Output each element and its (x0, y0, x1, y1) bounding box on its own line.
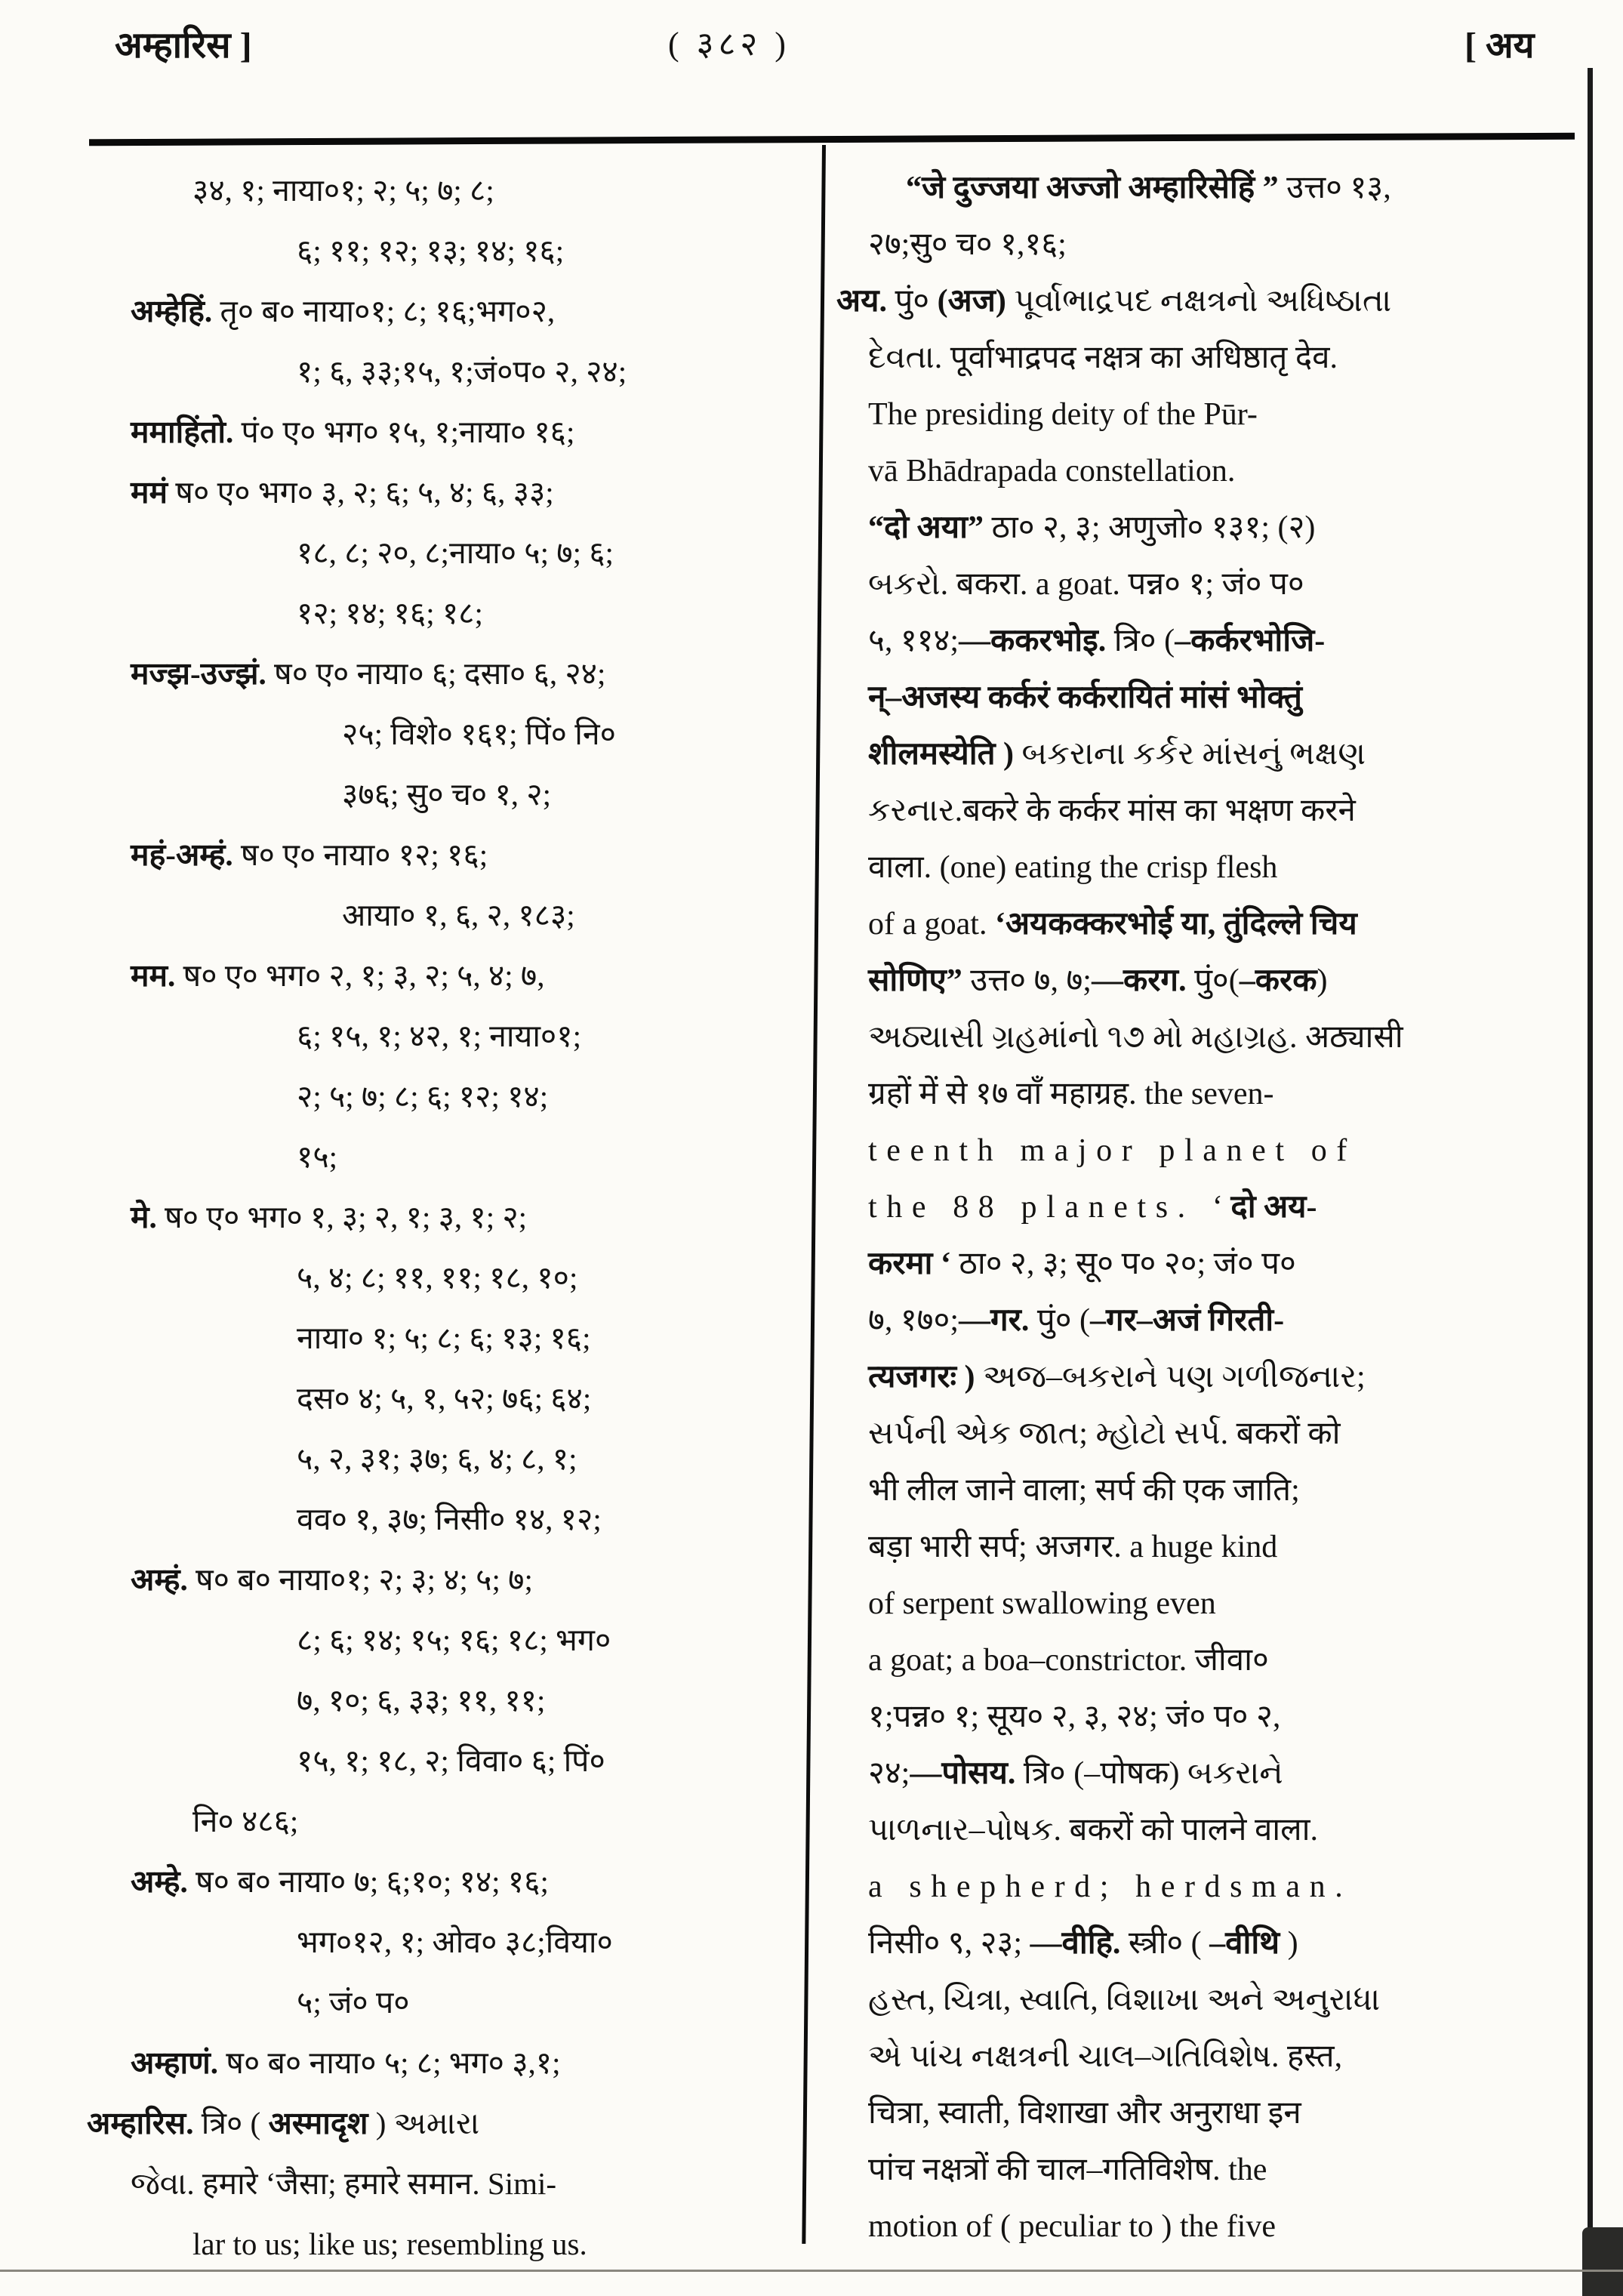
body-text: नि० ४८६; (192, 1804, 299, 1838)
body-text: वाला. (one) eating the crisp flesh (868, 850, 1278, 885)
dict-line (87, 341, 796, 402)
dict-line (836, 1576, 1572, 1632)
headword-text: —गर. (959, 1303, 1030, 1338)
body-text: ६; ११; १२; १३; १४; १६; (297, 233, 565, 268)
dict-line (836, 2029, 1572, 2085)
body-text: पं० ए० भग० १५, १;नाया० १६; (233, 415, 575, 449)
headword-text: “जे दुज्जया अज्जो अम्हारिसेहिं ” (906, 171, 1279, 205)
body-text: ग्रहों में से १७ वाँ महाग्रह. the seven- (868, 1077, 1274, 1111)
dict-line (87, 1247, 796, 1308)
headword-text: ममाहिंतो. (131, 415, 234, 449)
dict-line (87, 764, 796, 824)
headword-text: –करक (1239, 963, 1317, 998)
dict-line (836, 783, 1572, 840)
dict-line (836, 1179, 1572, 1236)
dict-line (87, 1126, 796, 1187)
dict-line (836, 1746, 1572, 1802)
dict-line (87, 1368, 796, 1428)
body-text: ) અમારા (368, 2106, 480, 2140)
dict-line (87, 1851, 796, 1912)
dict-line (87, 885, 796, 945)
body-text: અજ–બકરાને પણ ગળીજનાર; (975, 1360, 1366, 1395)
body-text: The presiding deity of the Pūr- (868, 397, 1258, 432)
dict-line (836, 1293, 1572, 1349)
body-text: २७;सु० च० १,१६; (868, 227, 1067, 262)
body-text: ष० ब० नाया०१; २; ३; ४; ५; ७; (187, 1562, 533, 1597)
body-text: ५, ४; ८; ११, ११; १८, १०; (297, 1260, 578, 1295)
dict-line (836, 896, 1572, 953)
dict-line (836, 1915, 1572, 1972)
body-text: હસ્ત, ચિત્રા, સ્વાતિ, વિશાખા અને અનુરાધા (868, 1983, 1381, 2017)
headword-text: —करग. (1091, 963, 1187, 998)
body-text: vā Bhādrapada constellation. (868, 454, 1236, 488)
body-text: १२; १४; १६; १८; (297, 596, 483, 630)
headword-text: त्यजगरः ) (868, 1360, 975, 1395)
headword-text: सोणिए” (868, 963, 962, 998)
body-text: त्रि० (–पोषक) બકરાને (1015, 1756, 1283, 1791)
dict-line (87, 1006, 796, 1066)
header-catchword-left: अम्हारिस ] (115, 26, 252, 66)
header-catchword-right: [ अय (1464, 26, 1535, 66)
body-text: ) (1280, 1926, 1298, 1961)
body-text: the 88 planets. (868, 1190, 1212, 1225)
scan-corner-blot (1582, 2227, 1623, 2296)
dict-line (87, 1670, 796, 1730)
body-text: २; ५; ७; ८; ६; १२; १४; (297, 1079, 549, 1114)
body-text: બકરો. बकरा. a goat. पन्न० १; जं० प० (868, 567, 1304, 602)
body-text: तृ० ब० नाया०१; ८; १६;भग०२, (212, 294, 556, 328)
body-text: ष० ए० नाया० १२; १६; (233, 837, 488, 872)
dict-line (836, 2085, 1572, 2142)
dict-line (87, 1428, 796, 1489)
dict-line (87, 2032, 796, 2093)
body-text: motion of ( peculiar to ) the five (868, 2209, 1276, 2244)
body-text: ७, १७०; (868, 1303, 959, 1338)
dict-line (87, 1187, 796, 1247)
body-text: પૂર્વાભાદ્રપદ નક્ષત્રનો અધિષ્ઠાતા (1006, 284, 1392, 319)
body-text: ३४, १; नाया०१; २; ५; ७; ८; (192, 173, 494, 208)
body-text: of a goat. (868, 907, 995, 942)
headword-text: –गर–अजं गिरती- (1090, 1303, 1285, 1338)
body-text: आया० १, ६, २, १८३; (342, 898, 575, 932)
body-text: १८, ८; २०, ८;नाया० ५; ७; ६; (297, 535, 614, 570)
dict-line (836, 1406, 1572, 1462)
headword-text: –वीथि (1209, 1926, 1280, 1961)
dict-line (836, 387, 1572, 443)
body-text: निसी० ९, २३; (868, 1926, 1030, 1961)
headword-text: मज्झ-उज्झं. (131, 656, 266, 691)
body-text: એ પાંચ નક્ષત્રની ચાલ–ગતિવિશેષ. हस्त, (868, 2039, 1343, 2074)
dict-line (836, 160, 1572, 217)
dict-line (836, 1802, 1572, 1859)
scan-edge-line (1588, 68, 1593, 2296)
dict-line (836, 1972, 1572, 2029)
dict-line (87, 643, 796, 704)
dict-line (87, 2093, 796, 2153)
body-text: ) (1317, 963, 1328, 998)
dict-line (87, 1549, 796, 1610)
dict-line (836, 1236, 1572, 1293)
headword-text: —पोसय. (910, 1756, 1016, 1791)
headword-text: मम. (131, 958, 176, 993)
dict-line (836, 1349, 1572, 1406)
dict-line (836, 273, 1572, 330)
dict-line (87, 1489, 796, 1549)
dict-line (836, 1859, 1572, 1915)
body-text: ठा० २, ३; सू० प० २०; जं० प० (950, 1247, 1296, 1281)
body-text: दस० ४; ५, १, ५२; ७६; ६४; (297, 1381, 592, 1416)
body-text: ष० ए० भग० १, ३; २, १; ३, १; २; (156, 1200, 528, 1234)
dict-line (87, 583, 796, 643)
headword-text: अस्मादृश (268, 2106, 368, 2140)
body-text: पांच नक्षत्रों की चाल–गतिविशेष. the (868, 2153, 1267, 2187)
dict-line (87, 1308, 796, 1368)
dict-line (836, 2199, 1572, 2255)
body-text: पुं० (886, 284, 938, 319)
dict-line (87, 1791, 796, 1851)
headword-text: करमा ‘ (868, 1247, 951, 1281)
body-text: भग०१२, १; ओव० ३८;विया० (297, 1925, 613, 1959)
body-text: चित्रा, स्वाती, विशाखा और अनुराधा इन (868, 2096, 1301, 2131)
body-text: ३७६; सु० च० १, २; (342, 777, 552, 812)
body-text: वव० १, ३७; निसी० १४, १२; (297, 1502, 602, 1536)
headword-text: दो अय- (1230, 1190, 1317, 1225)
body-text: भी लील जाने वाला; सर्प की एक जाति; (868, 1473, 1300, 1508)
body-text: बड़ा भारी सर्प; अजगर. a huge kind (868, 1530, 1278, 1564)
dict-line (836, 1689, 1572, 1746)
body-text: ६; १५, १; ४२, १; नाया०१; (297, 1019, 581, 1053)
dict-line (836, 330, 1572, 387)
dict-line (87, 1730, 796, 1791)
body-text: ५; जं० प० (297, 1985, 410, 2020)
dict-line (87, 945, 796, 1006)
headword-text: (अज) (937, 284, 1006, 319)
body-text: teenth major planet of (868, 1133, 1357, 1168)
body-text: १;पन्न० १; सूय० २, ३, २४; जं० प० २, (868, 1700, 1281, 1734)
body-text: દેવતા. पूर्वाभाद्रपद नक्षत्र का अधिष्ठातृ देव. (868, 341, 1338, 375)
body-text: ष० ब० नाया० ५; ८; भग० ३,१; (218, 2045, 561, 2080)
dict-line (836, 443, 1572, 500)
body-text: કરનાર.बकरे के कर्कर मांस का भक्षण करने (868, 794, 1356, 828)
body-text: नाया० १; ५; ८; ६; १३; १६; (297, 1321, 591, 1355)
body-text: a shepherd; herdsman. (868, 1869, 1353, 1904)
headword-text: मे. (131, 1200, 157, 1234)
body-text: उत्त० ७, ७; (962, 963, 1092, 998)
body-text: त्रि० ( (1106, 624, 1175, 658)
dict-line (87, 462, 796, 522)
body-text: ८; ६; १४; १५; १६; १८; भग० (297, 1623, 611, 1657)
dict-line (87, 281, 796, 341)
dict-line (87, 522, 796, 583)
dict-line (836, 840, 1572, 896)
headword-text: –कर्करभोजि- (1175, 624, 1326, 658)
dict-line (87, 402, 796, 462)
body-text: અઠ્યાસી ગ્રહમાંનો ૧૭ મો મહાગ્રહ. अठ्यासी (868, 1020, 1403, 1055)
headword-text: ममं (131, 475, 168, 510)
dict-line (87, 1972, 796, 2032)
body-text: १५; (297, 1139, 338, 1174)
dict-line (836, 613, 1572, 670)
body-text: of serpent swallowing even (868, 1586, 1216, 1621)
dict-line (836, 1066, 1572, 1123)
headword-text: महं-अम्हं. (131, 837, 233, 872)
headword-text: —ककरभोइ. (959, 624, 1107, 658)
headword-text: अम्हारिस. (87, 2106, 194, 2140)
column-divider-rule (802, 145, 826, 2244)
headword-text: न्–अजस्य कर्करं कर्करायितं मांसं भोक्तुं (868, 680, 1302, 715)
dict-line (87, 704, 796, 764)
dict-line (836, 1632, 1572, 1689)
body-text: જેવા. हमारे ‘जैसा; हमारे समान. Simi- (131, 2166, 557, 2201)
dict-line (87, 1610, 796, 1670)
body-text: २५; विशे० १६१; पिं० नि० (342, 717, 616, 751)
dict-line (87, 1912, 796, 1972)
body-text: પાળનાર–પોષક. बकरों को पालने वाला. (868, 1813, 1319, 1848)
dict-line (87, 2214, 796, 2274)
dict-line (836, 1462, 1572, 1519)
page-number: ( ३८२ ) (668, 26, 790, 63)
dict-line (836, 217, 1572, 273)
body-text: lar to us; like us; resembling us. (192, 2227, 587, 2261)
headword-text: —वीहि. (1030, 1926, 1121, 1961)
body-text: ठा० २, ३; अणुजो० १३१; (२) (984, 510, 1316, 545)
body-text: ७, १०; ६, ३३; ११, ११; (297, 1683, 546, 1718)
body-text: સર્પની એક જાત; મ્હોટો સર્પ. बकरों को (868, 1416, 1341, 1451)
headword-text: अम्हेहिं. (131, 294, 213, 328)
dict-line (836, 1519, 1572, 1576)
body-text: ५, ११४; (868, 624, 959, 658)
body-text: ष० ए० नाया० ६; दसा० ६, २४; (266, 656, 606, 691)
left-column (87, 160, 796, 2274)
body-text: ष० ब० नाया० ७; ६;१०; १४; १६; (187, 1864, 549, 1899)
headword-text: अम्हाणं. (131, 2045, 218, 2080)
headword-text: “दो अया” (868, 510, 984, 545)
body-text: ५, २, ३१; ३७; ६, ४; ८, १; (297, 1441, 577, 1476)
body-text: स्त्री० ( (1120, 1926, 1210, 1961)
dict-line (836, 953, 1572, 1009)
headword-text: ‘अयकक्करभोई या, तुंदिल्ले चिय (994, 907, 1357, 942)
body-text: ष० ए० भग० २, १; ३, २; ५, ४; ७, (175, 958, 545, 993)
body-text: पुं०( (1186, 963, 1240, 998)
body-text: १५, १; १८, २; विवा० ६; पिं० (297, 1743, 605, 1778)
right-column (836, 160, 1572, 2255)
dict-line (836, 556, 1572, 613)
dict-line (836, 1123, 1572, 1179)
dict-line (836, 726, 1572, 783)
dict-line (836, 1009, 1572, 1066)
body-text: त्रि० ( (193, 2106, 269, 2140)
dict-line (87, 1066, 796, 1126)
body-text: બકરાના કર્કર માંસનું ભક્ષણ (1014, 737, 1366, 772)
dict-line (836, 670, 1572, 726)
dict-line (87, 160, 796, 220)
header-rule (89, 133, 1575, 146)
body-text: उत्त० १३, (1278, 171, 1391, 205)
dict-line (87, 220, 796, 281)
body-text: २४; (868, 1756, 910, 1791)
headword-text: अय. (836, 284, 887, 319)
dict-line (836, 2142, 1572, 2199)
body-text: ‘ (1212, 1190, 1231, 1225)
dict-line (87, 2153, 796, 2214)
body-text: ष० ए० भग० ३, २; ६; ५, ४; ६, ३३; (168, 475, 554, 510)
headword-text: शीलमस्येति ) (868, 737, 1015, 772)
dict-line (87, 824, 796, 885)
dict-line (836, 500, 1572, 556)
body-text: १; ६, ३३;१५, १;जं०प० २, २४; (297, 354, 627, 389)
headword-text: अम्हं. (131, 1562, 188, 1597)
body-text: पुं० ( (1029, 1303, 1091, 1338)
headword-text: अम्हे. (131, 1864, 188, 1899)
body-text: a goat; a boa–constrictor. जीवा० (868, 1643, 1269, 1678)
